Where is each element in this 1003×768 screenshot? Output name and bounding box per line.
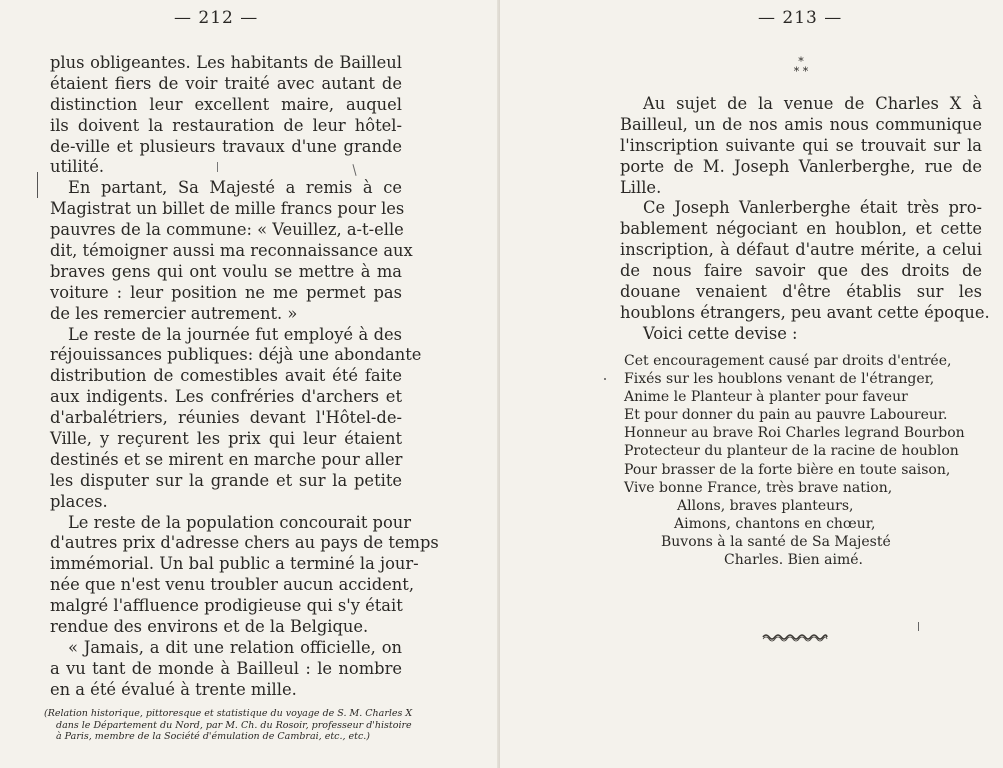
text-line: porte de M. Joseph Vanlerberghe, rue de [620,156,982,176]
text-line: places. [50,491,108,511]
margin-mark [37,172,38,198]
text-line: rendue des environs et de la Belgique. [50,617,369,637]
right-body-text [620,94,990,345]
text-line: houblons étrangers, peu avant cette époque. [620,302,990,322]
text-line: Voici cette devise : [643,323,798,343]
text-line: douane venaient d'être établis sur les [620,282,982,302]
verse-line: Vive bonne France, très brave nation, [624,479,893,496]
text-line: Bailleul, un de nos amis nous communique [620,114,982,134]
footnote-line: à Paris, membre de la Société d'émulation de Cambrai, etc., etc.) [56,731,371,742]
text-line: Le reste de la journée fut employé à des [68,324,402,344]
verse-line: Pour brasser de la forte bière en toute saison, [624,461,951,478]
text-line: pauvres de la commune: « Veuillez, a-t-elle [50,220,404,240]
margin-mark [918,622,919,631]
text-line: aux indigents. Les confréries d'archers et [50,387,402,407]
verse-line: Cet encouragement causé par droits d'entrée, [624,353,952,369]
verse-inscription [624,352,965,569]
verse-line: Fixés sur les houblons venant de l'étranger, [624,371,935,388]
left-body-text [50,53,439,701]
text-line: malgré l'affluence prodigieuse qui s'y était [50,596,403,616]
text-line: inscription, à défaut d'autre mérite, a celui [620,240,982,260]
text-line: de-ville et plusieurs travaux d'une grande [50,136,402,156]
text-line: ils doivent la restauration de leur hôtel- [50,115,402,135]
right-page [500,0,1003,768]
footnote-line: (Relation historique, pittoresque et statistique du voyage de S. M. Charles X [44,708,413,719]
asterism-ornament: * * * [793,55,809,78]
text-line: étaient fiers de voir traité avec autant de [50,73,402,93]
verse-line: Honneur au brave Roi Charles legrand Bourbon [624,425,965,442]
page-number-left: — 212 — [174,8,259,28]
text-line: bablement négociant en houblon, et cette [620,219,982,239]
text-line: immémorial. Un bal public a terminé la jour- [50,554,419,574]
left-page [0,0,500,768]
verse-line: Charles. Bien aimé. [724,552,863,569]
page-number-right: — 213 — [758,8,843,28]
verse-line: Aimons, chantons en chœur, [674,515,876,532]
wavy-rule-ornament [762,632,828,642]
verse-line: Buvons à la santé de Sa Majesté [661,533,891,550]
text-line: Lille. [620,177,662,197]
text-line: d'autres prix d'adresse chers au pays de temps [50,533,439,553]
verse-line: Protecteur du planteur de la racine de houblon [624,443,959,460]
text-line: « Jamais, a dit une relation officielle, on [68,637,402,657]
verse-line: Et pour donner du pain au pauvre Laboureur. [624,407,948,424]
text-line: Au sujet de la venue de Charles X à [643,94,982,113]
text-line: en a été évalué à trente mille. [50,679,297,699]
text-line: Magistrat un billet de mille francs pour les [50,199,405,219]
text-line: dit, témoigner aussi ma reconnaissance aux [50,241,413,261]
text-line: de les remercier autrement. » [50,303,298,323]
text-line: Le reste de la population concourait pour [68,512,412,532]
text-line: de nous faire savoir que des droits de [620,261,982,281]
footnote [44,708,413,743]
margin-mark [604,378,606,380]
text-line: Ce Joseph Vanlerberghe était très pro- [643,198,982,218]
verse-line: Anime le Planteur à planter pour faveur [624,389,908,406]
text-line: braves gens qui ont voulu se mettre à ma [50,261,402,281]
text-line: les disputer sur la grande et sur la petite [50,470,402,490]
footnote-line: dans le Département du Nord, par M. Ch. du Rosoir, professeur d'histoire [56,719,412,731]
text-line: En partant, Sa Majesté a remis à ce [68,178,402,198]
text-line: née que n'est venu troubler aucun accident, [50,575,415,595]
verse-line: Allons, braves planteurs, [677,497,854,514]
text-line: destinés et se mirent en marche pour aller [50,449,403,469]
text-line: d'arbalétriers, réunies devant l'Hôtel-de- [50,408,402,428]
text-line: distribution de comestibles avait été faite [50,366,402,386]
text-line: plus obligeantes. Les habitants de Bailleul [50,53,402,72]
text-line: distinction leur excellent maire, auquel [50,94,402,114]
text-line: l'inscription suivante qui se trouvait sur la [620,135,982,155]
text-line: utilité. [50,157,105,177]
text-line: réjouissances publiques: déjà une abondante [50,345,422,365]
text-line: voiture : leur position ne me permet pas [50,282,402,302]
text-line: Ville, y reçurent les prix qui leur étaient [50,429,402,449]
margin-mark [217,162,218,172]
text-line: a vu tant de monde à Bailleul : le nombre [50,658,402,678]
